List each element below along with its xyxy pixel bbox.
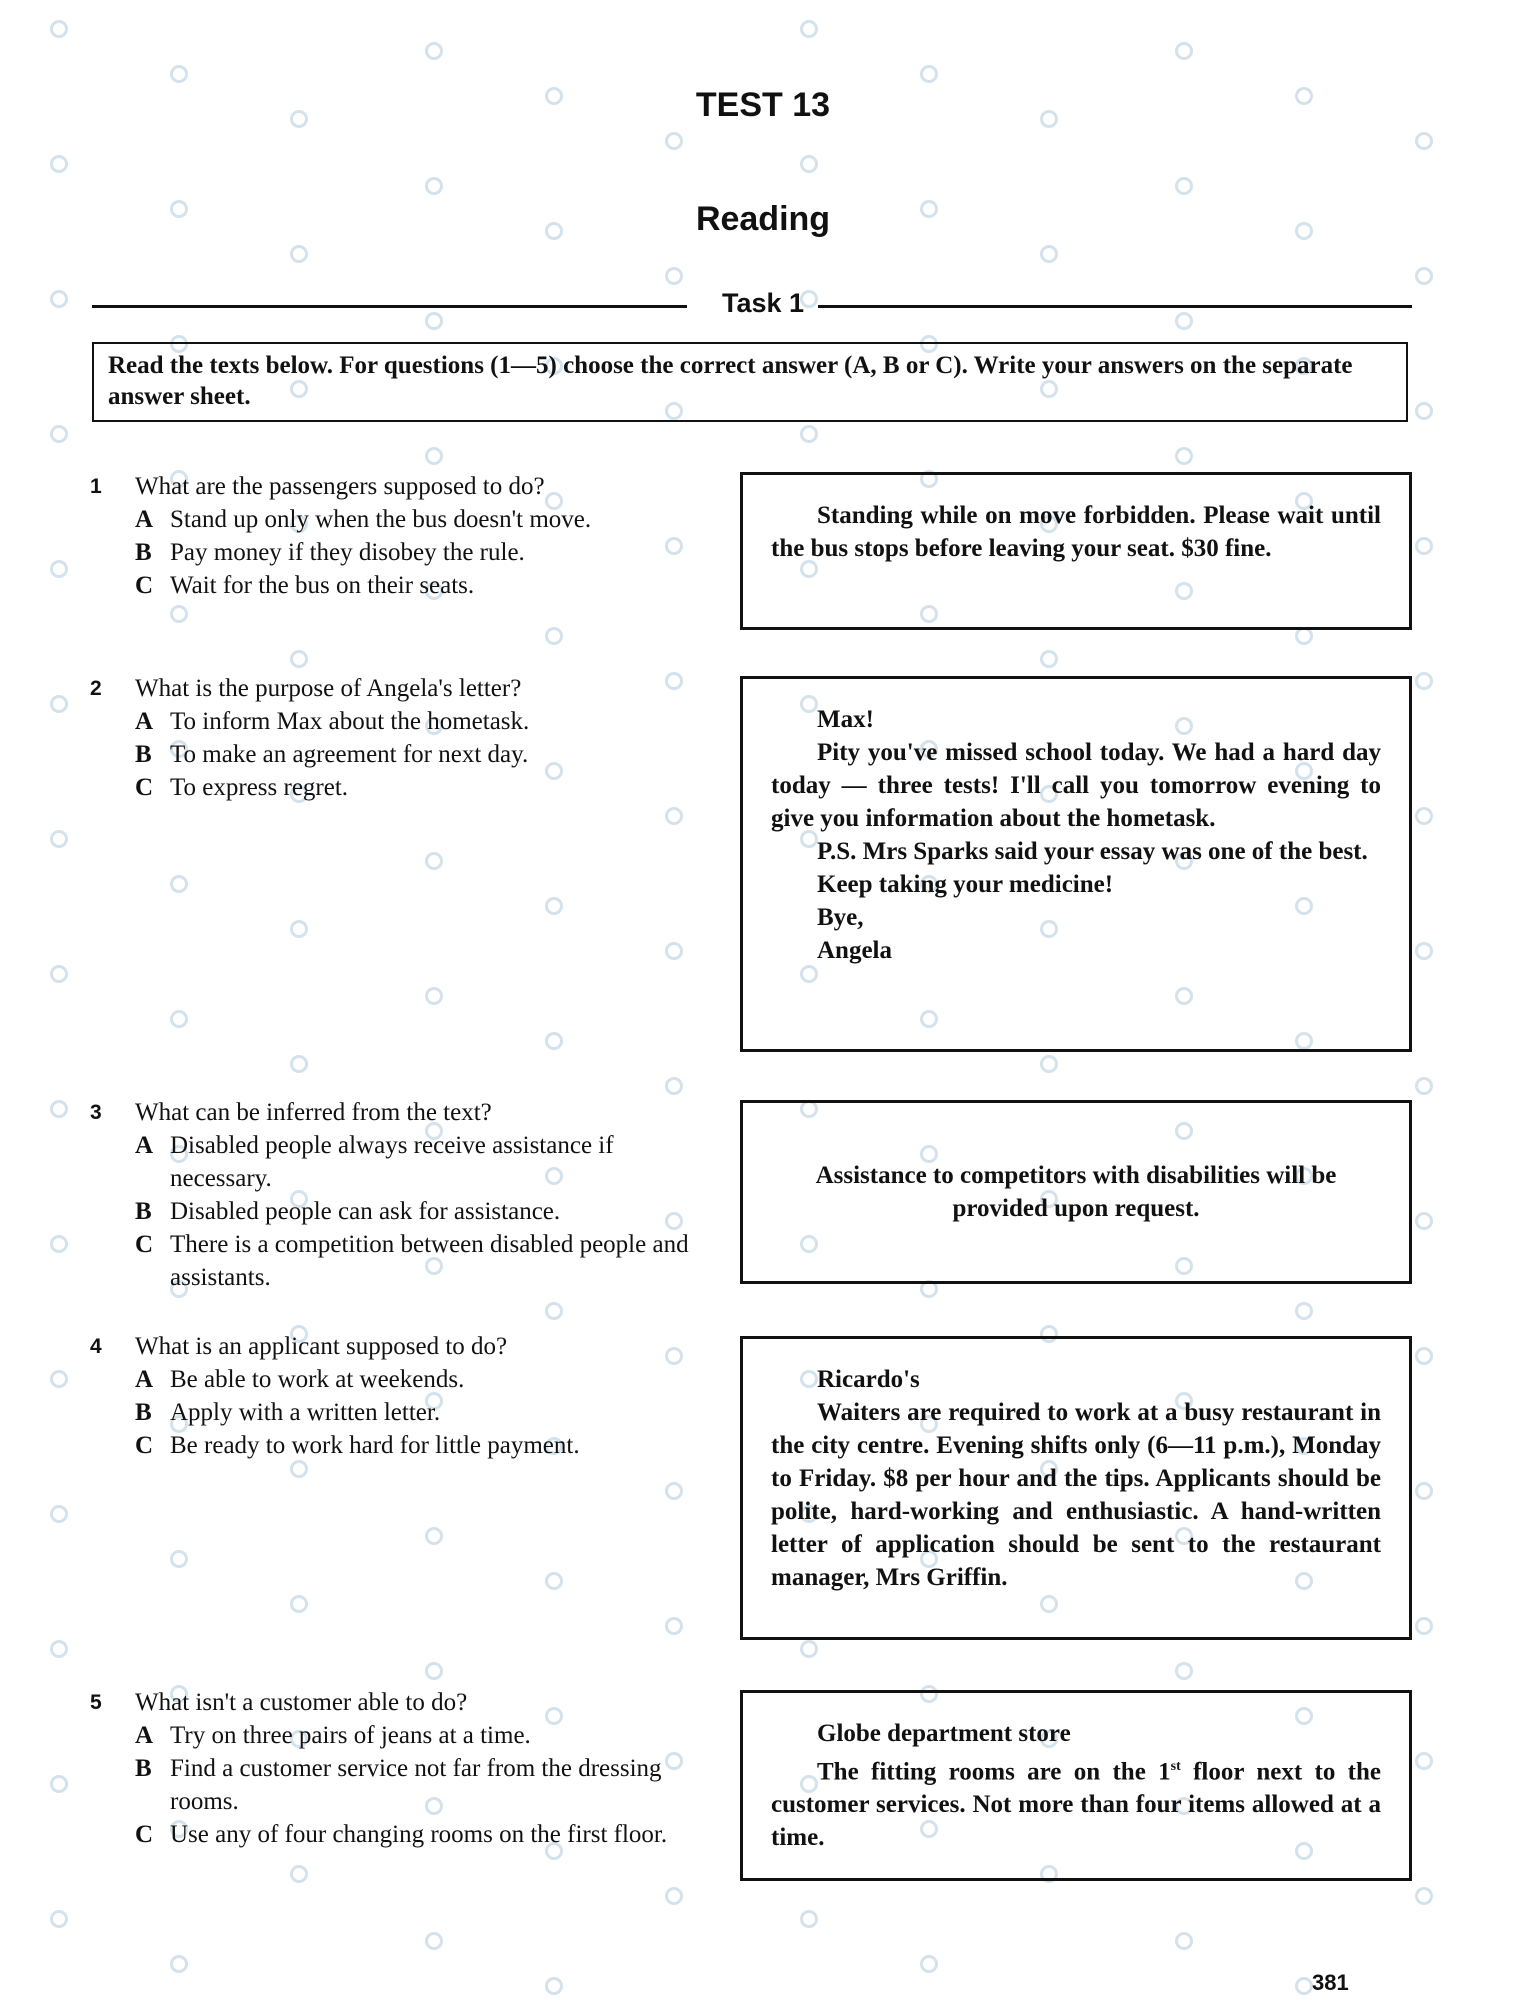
- watermark-logo-icon: [665, 807, 683, 825]
- store-notice: [771, 1750, 1381, 1854]
- watermark-logo-icon: [50, 155, 68, 173]
- watermark-logo-icon: [1040, 245, 1058, 263]
- question-number: 4: [90, 1335, 102, 1358]
- option-b: [90, 1195, 710, 1228]
- watermark-logo-icon: [1295, 1977, 1313, 1995]
- watermark-logo-icon: [170, 875, 188, 893]
- watermark-logo-icon: [50, 1370, 68, 1388]
- option-b: [90, 1752, 710, 1818]
- ad-title: Ricardo's: [817, 1366, 920, 1393]
- watermark-logo-icon: [1415, 1887, 1433, 1905]
- watermark-logo-icon: [425, 1932, 443, 1950]
- option-letter: B: [135, 1198, 152, 1225]
- text-box-3: [740, 1100, 1412, 1284]
- watermark-logo-icon: [1175, 1662, 1193, 1680]
- store-notice-a: The fitting rooms are on the 1: [817, 1758, 1171, 1786]
- watermark-logo-icon: [665, 267, 683, 285]
- option-letter: C: [135, 572, 154, 599]
- option-letter: C: [135, 1821, 154, 1848]
- option-text: To inform Max about the hometask.: [170, 708, 530, 735]
- watermark-logo-icon: [425, 447, 443, 465]
- option-letter: C: [135, 774, 154, 801]
- watermark-logo-icon: [50, 1640, 68, 1658]
- watermark-logo-icon: [170, 1550, 188, 1568]
- option-text: There is a competition between disabled people and assistants.: [170, 1231, 689, 1291]
- option-c: [90, 1429, 710, 1462]
- watermark-logo-icon: [1415, 1752, 1433, 1770]
- option-letter: B: [135, 1399, 152, 1426]
- watermark-logo-icon: [170, 1010, 188, 1028]
- instructions-box: Read the texts below. For questions (1—5) choose the correct answer (A, B or C). Write your answers on the separate answer sheet.: [92, 342, 1408, 422]
- letter-ps: P.S. Mrs Sparks said your essay was one of the best.: [817, 838, 1368, 865]
- watermark-logo-icon: [425, 177, 443, 195]
- option-text: Wait for the bus on their seats.: [170, 572, 475, 599]
- question-3: [90, 1096, 710, 1294]
- option-c: [90, 569, 710, 602]
- option-text: To make an agreement for next day.: [170, 741, 529, 768]
- watermark-logo-icon: [425, 42, 443, 60]
- watermark-logo-icon: [290, 650, 308, 668]
- question-text: What is an applicant supposed to do?: [135, 1333, 508, 1360]
- watermark-logo-icon: [1175, 447, 1193, 465]
- watermark-logo-icon: [800, 155, 818, 173]
- letter-body: Pity you've missed school today. We had a hard day today — three tests! I'll call you tomorrow evening to give you information about the hometask.: [771, 739, 1381, 832]
- option-text: Be able to work at weekends.: [170, 1366, 465, 1393]
- question-text: What can be inferred from the text?: [135, 1099, 492, 1126]
- watermark-logo-icon: [665, 942, 683, 960]
- watermark-logo-icon: [665, 1887, 683, 1905]
- watermark-logo-icon: [1415, 1212, 1433, 1230]
- watermark-logo-icon: [545, 627, 563, 645]
- watermark-logo-icon: [1295, 1302, 1313, 1320]
- watermark-logo-icon: [800, 425, 818, 443]
- option-letter: B: [135, 539, 152, 566]
- letter-medicine: Keep taking your medicine!: [817, 871, 1114, 898]
- watermark-logo-icon: [50, 425, 68, 443]
- option-text: Try on three pairs of jeans at a time.: [170, 1722, 531, 1749]
- option-b: [90, 1396, 710, 1429]
- watermark-logo-icon: [1415, 1077, 1433, 1095]
- watermark-logo-icon: [425, 1662, 443, 1680]
- watermark-logo-icon: [1175, 1932, 1193, 1950]
- watermark-logo-icon: [425, 1527, 443, 1545]
- watermark-logo-icon: [290, 1460, 308, 1478]
- question-number: 2: [90, 677, 102, 700]
- page-number: 381: [1312, 1970, 1349, 1995]
- watermark-logo-icon: [545, 1032, 563, 1050]
- watermark-logo-icon: [1415, 1347, 1433, 1365]
- option-b: [90, 738, 710, 771]
- watermark-logo-icon: [1415, 402, 1433, 420]
- option-c: [90, 771, 710, 804]
- watermark-logo-icon: [50, 830, 68, 848]
- watermark-logo-icon: [425, 987, 443, 1005]
- watermark-logo-icon: [545, 1572, 563, 1590]
- option-text: Be ready to work hard for little payment.: [170, 1432, 580, 1459]
- bus-notice: Standing while on move forbidden. Please wait until the bus stops before leaving your seat. $30 fine.: [771, 502, 1381, 562]
- task-title: Task 1: [721, 288, 805, 318]
- option-letter: A: [135, 1722, 154, 1749]
- watermark-logo-icon: [1175, 42, 1193, 60]
- store-notice-b: floor next to the customer services. Not more than four items allowed at a time.: [771, 1758, 1381, 1852]
- watermark-logo-icon: [1415, 672, 1433, 690]
- option-text: Disabled people always receive assistance if necessary.: [170, 1132, 614, 1192]
- divider-right: [818, 305, 1412, 308]
- option-text: Disabled people can ask for assistance.: [170, 1198, 561, 1225]
- letter-bye: Bye,: [817, 904, 864, 931]
- watermark-logo-icon: [425, 852, 443, 870]
- watermark-logo-icon: [290, 245, 308, 263]
- option-text: Pay money if they disobey the rule.: [170, 539, 525, 566]
- watermark-logo-icon: [50, 1235, 68, 1253]
- watermark-logo-icon: [290, 920, 308, 938]
- question-text: What are the passengers supposed to do?: [135, 473, 545, 500]
- option-a: [90, 1719, 710, 1752]
- watermark-logo-icon: [50, 1775, 68, 1793]
- text-box-2: [740, 676, 1412, 1052]
- option-a: [90, 503, 710, 536]
- watermark-logo-icon: [665, 132, 683, 150]
- text-box-1: [740, 472, 1412, 630]
- question-2: [90, 672, 710, 804]
- watermark-logo-icon: [290, 1595, 308, 1613]
- option-letter: A: [135, 1132, 154, 1159]
- option-text: To express regret.: [170, 774, 349, 801]
- watermark-logo-icon: [800, 1640, 818, 1658]
- option-letter: B: [135, 741, 152, 768]
- question-number: 3: [90, 1101, 102, 1124]
- watermark-logo-icon: [1415, 1482, 1433, 1500]
- watermark-logo-icon: [800, 1910, 818, 1928]
- assistance-notice: Assistance to competitors with disabilities will be provided upon request.: [815, 1162, 1337, 1222]
- watermark-logo-icon: [545, 1977, 563, 1995]
- option-a: [90, 705, 710, 738]
- watermark-logo-icon: [1040, 650, 1058, 668]
- watermark-logo-icon: [1040, 1055, 1058, 1073]
- watermark-logo-icon: [290, 1865, 308, 1883]
- watermark-logo-icon: [545, 897, 563, 915]
- option-c: [90, 1228, 710, 1294]
- watermark-logo-icon: [1415, 132, 1433, 150]
- option-text: Apply with a written letter.: [170, 1399, 441, 1426]
- watermark-logo-icon: [545, 1302, 563, 1320]
- watermark-logo-icon: [50, 1505, 68, 1523]
- option-letter: C: [135, 1432, 154, 1459]
- store-notice-sup: st: [1170, 1759, 1181, 1774]
- option-text: Use any of four changing rooms on the first floor.: [170, 1821, 668, 1848]
- store-title: Globe department store: [817, 1720, 1071, 1747]
- question-5: [90, 1686, 710, 1851]
- watermark-logo-icon: [50, 965, 68, 983]
- letter-greeting: Max!: [817, 706, 874, 733]
- option-letter: A: [135, 708, 154, 735]
- watermark-logo-icon: [1415, 1617, 1433, 1635]
- watermark-logo-icon: [50, 695, 68, 713]
- test-title: TEST 13: [695, 86, 831, 124]
- watermark-logo-icon: [1175, 177, 1193, 195]
- watermark-logo-icon: [290, 1055, 308, 1073]
- watermark-logo-icon: [800, 20, 818, 38]
- option-a: [90, 1363, 710, 1396]
- ad-body: Waiters are required to work at a busy restaurant in the city centre. Evening shifts only (6—11 p.m.), Monday to Friday. $8 per hour and the tips. Applicants should be polite, hard-working and enthusiastic. A hand-written letter of application should be sent to the restaurant manager, Mrs Griffin.: [771, 1399, 1381, 1591]
- watermark-logo-icon: [170, 605, 188, 623]
- option-letter: A: [135, 506, 154, 533]
- watermark-logo-icon: [1415, 537, 1433, 555]
- question-number: 5: [90, 1691, 102, 1714]
- question-text: What is the purpose of Angela's letter?: [135, 675, 522, 702]
- question-1: [90, 470, 710, 602]
- watermark-logo-icon: [665, 1482, 683, 1500]
- watermark-logo-icon: [1415, 942, 1433, 960]
- text-box-4: [740, 1336, 1412, 1640]
- watermark-logo-icon: [1415, 267, 1433, 285]
- watermark-logo-icon: [50, 1910, 68, 1928]
- question-text: What isn't a customer able to do?: [135, 1689, 468, 1716]
- letter-signature: Angela: [817, 937, 892, 964]
- watermark-logo-icon: [920, 65, 938, 83]
- watermark-logo-icon: [50, 560, 68, 578]
- watermark-logo-icon: [1415, 807, 1433, 825]
- option-text: Find a customer service not far from the dressing rooms.: [170, 1755, 662, 1815]
- question-number: 1: [90, 475, 102, 498]
- watermark-logo-icon: [665, 1077, 683, 1095]
- option-c: [90, 1818, 710, 1851]
- watermark-logo-icon: [50, 1100, 68, 1118]
- option-b: [90, 536, 710, 569]
- option-letter: B: [135, 1755, 152, 1782]
- option-letter: A: [135, 1366, 154, 1393]
- watermark-logo-icon: [665, 1617, 683, 1635]
- watermark-logo-icon: [920, 1955, 938, 1973]
- text-box-5: [740, 1690, 1412, 1881]
- watermark-logo-icon: [50, 20, 68, 38]
- section-title: Reading: [695, 200, 831, 238]
- question-4: [90, 1330, 710, 1462]
- watermark-logo-icon: [170, 65, 188, 83]
- option-a: [90, 1129, 710, 1195]
- option-letter: C: [135, 1231, 154, 1258]
- watermark-logo-icon: [170, 1955, 188, 1973]
- option-text: Stand up only when the bus doesn't move.: [170, 506, 592, 533]
